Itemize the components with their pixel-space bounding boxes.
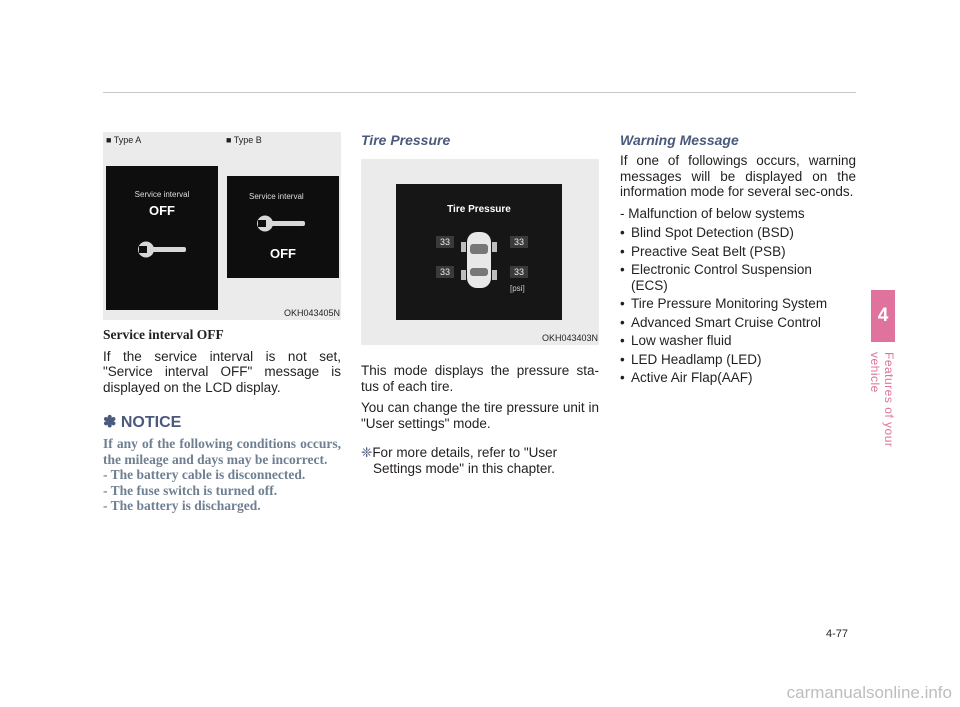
list-item: • Advanced Smart Cruise Control	[620, 314, 821, 330]
notice-intro: If any of the following conditions occurs, the mileage and days may be incorrect.	[103, 436, 341, 467]
screen-b-title: Service interval	[249, 192, 304, 201]
list-item: • Active Air Flap(AAF)	[620, 370, 753, 385]
notice-item: - The battery is discharged.	[103, 498, 261, 513]
list-item: • Tire Pressure Monitoring System	[620, 296, 828, 311]
car-top-icon	[461, 230, 497, 290]
notice-title: ✽ NOTICE	[103, 414, 182, 431]
tire-rl-value: 33	[436, 266, 454, 278]
warning-list	[620, 225, 856, 386]
screen-a-value: OFF	[149, 203, 175, 218]
middle-text	[361, 363, 599, 476]
screen-b-value: OFF	[270, 246, 296, 261]
figure-code: OKH043403N	[541, 333, 598, 343]
notice-item: - The fuse switch is turned off.	[103, 482, 278, 498]
tire-fl-value: 33	[436, 236, 454, 248]
notice-body	[103, 436, 341, 514]
tire-unit: [psi]	[510, 284, 525, 293]
right-text	[620, 153, 856, 389]
warning-paragraph: If one of followings occurs, warning messages will be displayed on the information mode for several sec-onds.	[620, 153, 856, 199]
reference-note	[361, 445, 599, 476]
figure-code: OKH043405N	[283, 308, 340, 318]
service-interval-figure	[103, 132, 341, 320]
wrench-icon	[106, 230, 218, 270]
tire-pressure-screen	[396, 184, 562, 320]
reference-line-2: Settings mode" in this chapter.	[373, 460, 555, 476]
reference-line-1: For more details, refer to "User	[372, 445, 558, 460]
type-b-label: ■ Type B	[226, 135, 262, 145]
screen-type-b	[227, 176, 339, 278]
page-number: 4-77	[826, 628, 849, 640]
watermark[interactable]: carmanualsonline.info	[786, 683, 952, 702]
list-item: • Electronic Control Suspension (ECS)	[620, 262, 812, 293]
list-item: • Preactive Seat Belt (PSB)	[620, 243, 786, 259]
list-item: • LED Headlamp (LED)	[620, 351, 762, 367]
chapter-label: Features of your vehicle	[868, 352, 896, 448]
screen-a-title: Service interval	[134, 190, 190, 199]
screen-type-a	[106, 166, 218, 310]
type-a-label: ■ Type A	[106, 135, 142, 145]
tire-screen-title: Tire Pressure	[447, 204, 511, 215]
top-rule	[103, 92, 856, 93]
list-item: • Low washer fluid	[620, 333, 732, 348]
left-text	[103, 327, 341, 401]
reference-mark: ❈	[361, 445, 373, 460]
tire-rr-value: 33	[510, 266, 528, 278]
list-item: • Blind Spot Detection (BSD)	[620, 225, 794, 240]
tire-paragraph-2: You can change the tire pressure unit in "User settings" mode.	[361, 400, 599, 431]
chapter-tab[interactable]: 4	[871, 290, 895, 342]
tire-paragraph-1: This mode displays the pressure sta-tus of each tire.	[361, 363, 599, 394]
warning-message-heading: Warning Message	[620, 132, 739, 148]
notice-item: - The battery cable is disconnected.	[103, 467, 306, 482]
tire-pressure-heading: Tire Pressure	[361, 132, 451, 148]
tire-pressure-figure	[361, 159, 599, 345]
service-interval-subhead: Service interval OFF	[103, 327, 224, 342]
service-interval-paragraph: If the service interval is not set, "Service interval OFF" message is displayed on the LCD display.	[103, 348, 341, 395]
tire-fr-value: 33	[510, 236, 528, 248]
warning-intro: - Malfunction of below systems	[620, 205, 805, 221]
wrench-icon	[227, 210, 339, 240]
